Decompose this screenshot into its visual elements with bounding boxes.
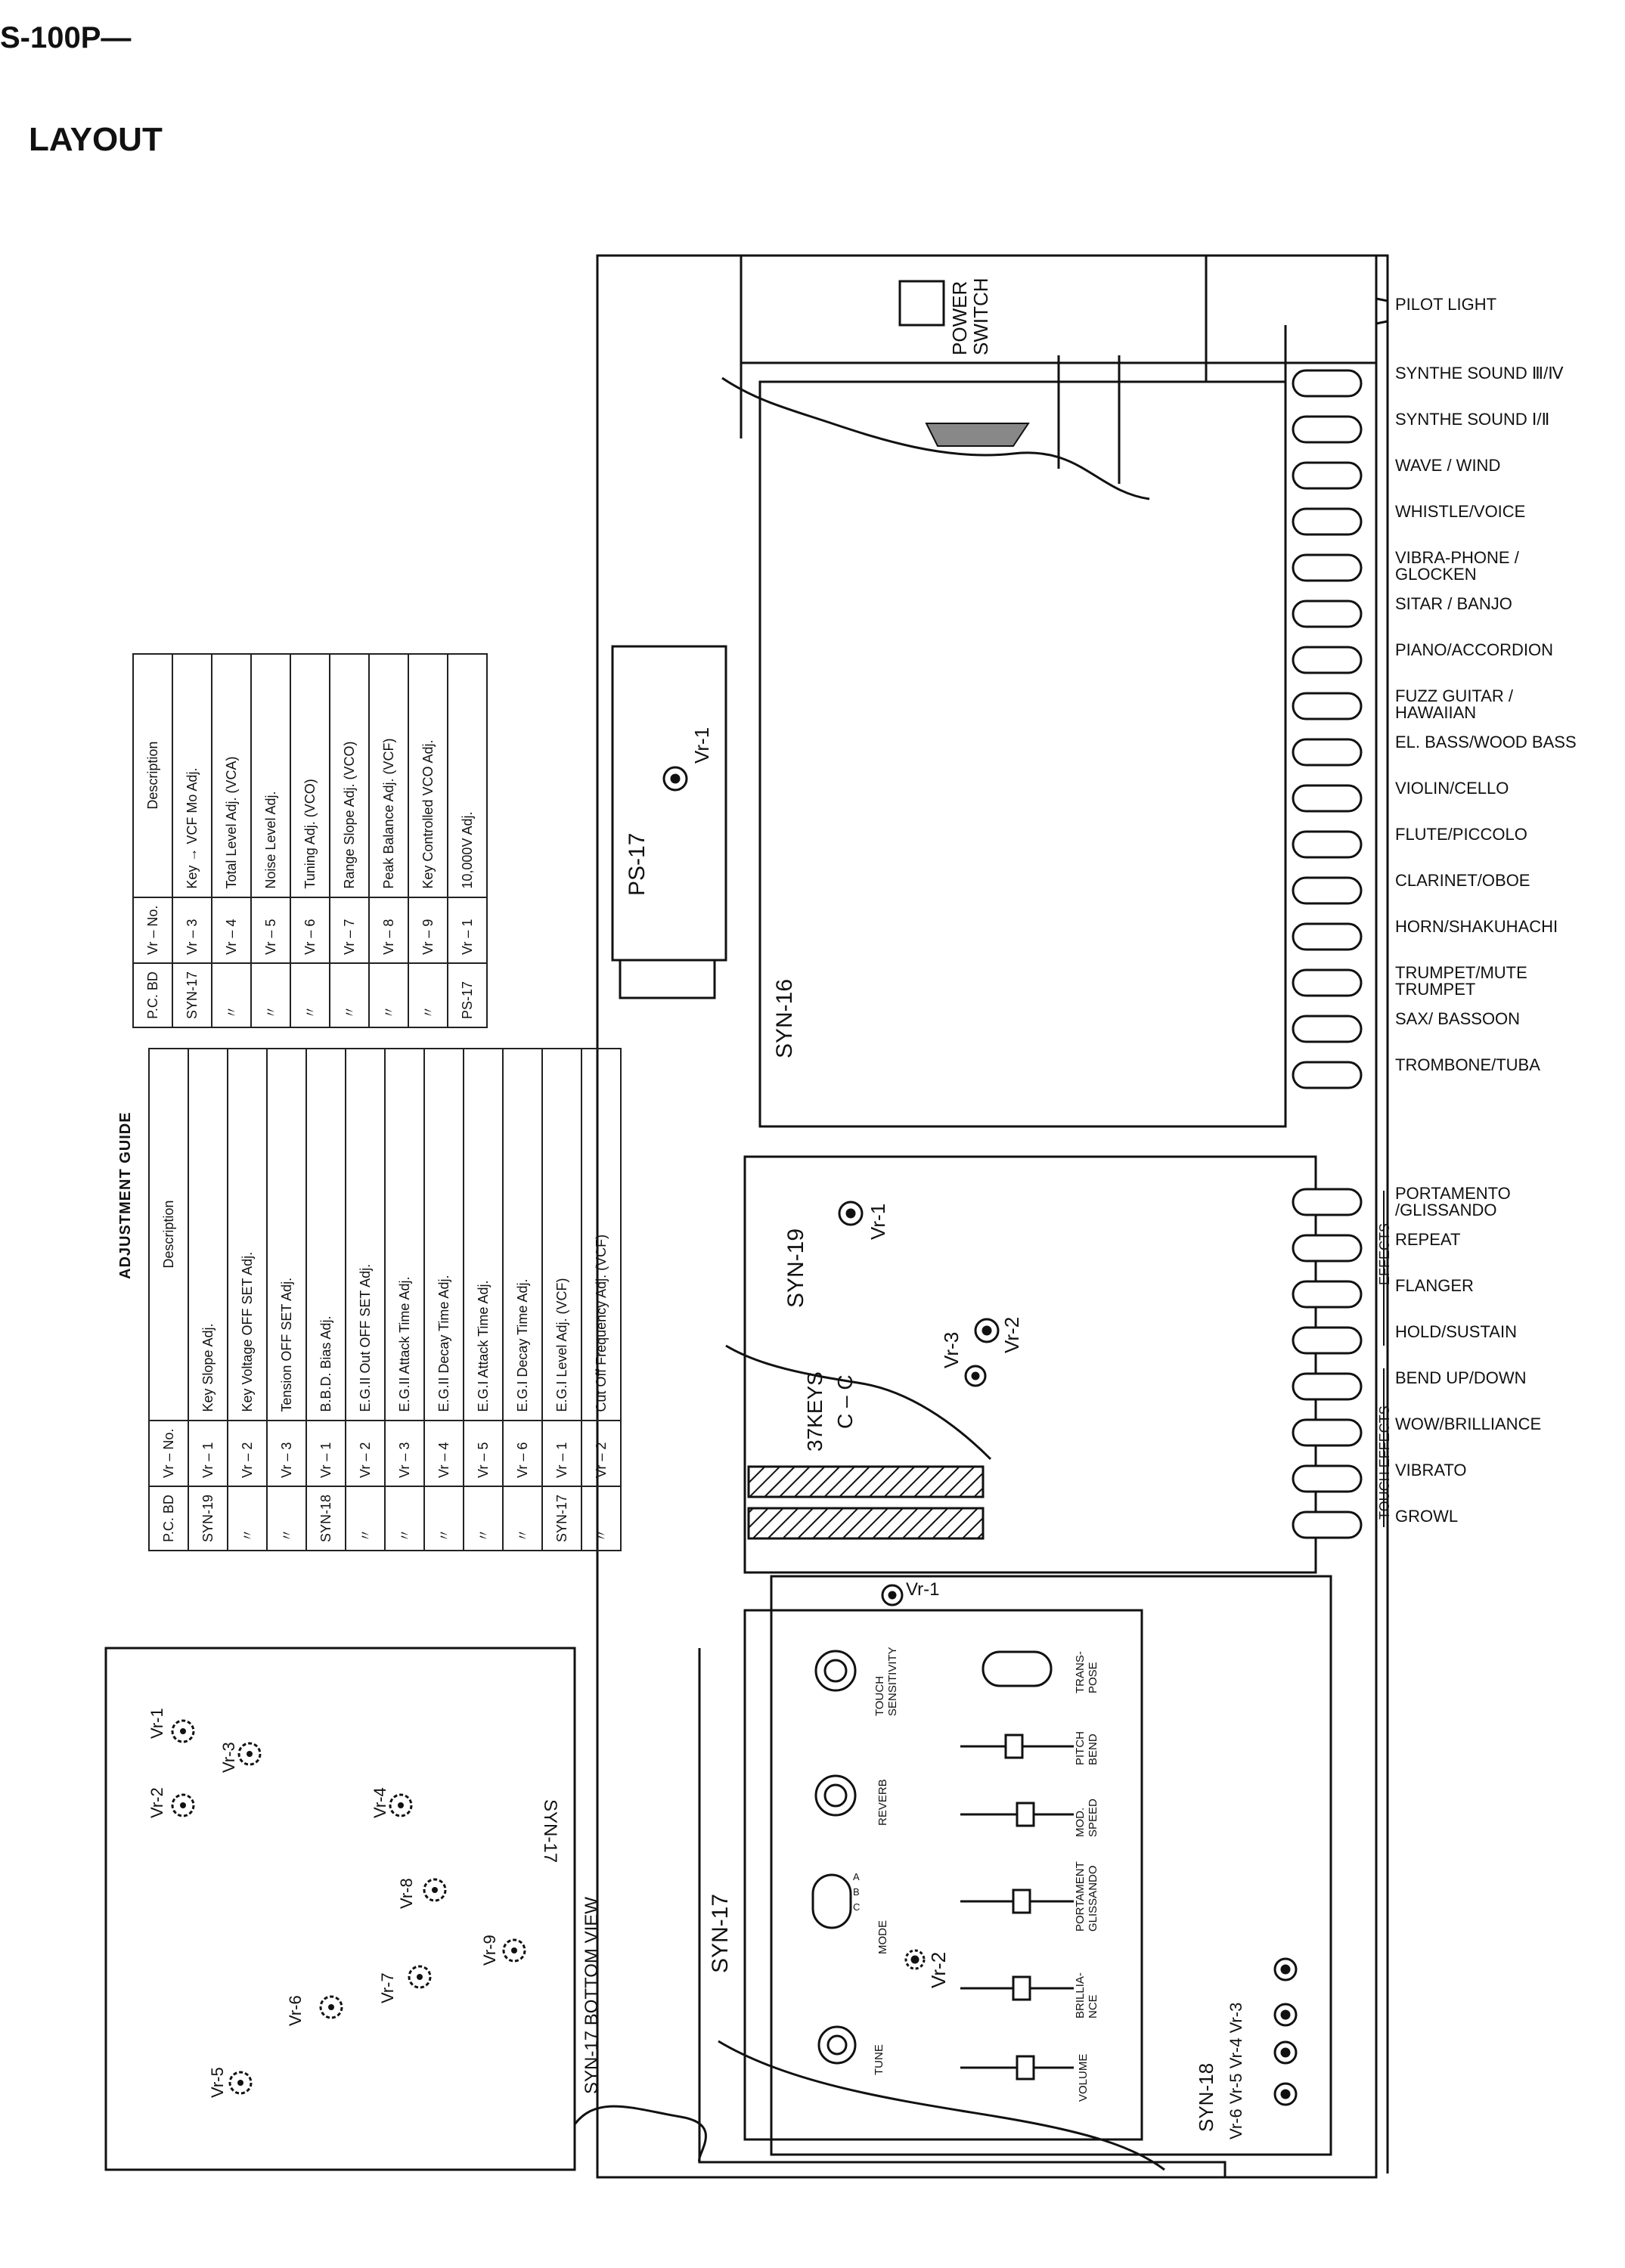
voice-switch-label: SAX/ BASSOON: [1395, 1009, 1521, 1028]
page-title: LAYOUT: [29, 121, 163, 158]
table-cell: Vr – 1: [448, 897, 487, 963]
adjustment-guide-title: ADJUSTMENT GUIDE: [117, 1111, 134, 1279]
table-cell: 〃: [424, 1486, 464, 1551]
table-cell: Key Controlled VCO Adj.: [408, 654, 448, 897]
adjustment-guide-table: [117, 1048, 622, 1551]
table-row: [503, 1049, 542, 1551]
table-row: [172, 654, 212, 1027]
effect-switch-label: WOW/BRILLIANCE: [1395, 1414, 1542, 1433]
bottom-view-board-label: SYN-17: [540, 1799, 560, 1864]
voice-switch-label: PIANO/ACCORDION: [1395, 640, 1554, 659]
power-switch-shape: [900, 281, 944, 325]
table-cell: E.G.II Out OFF SET Adj.: [346, 1049, 385, 1421]
table-cell: E.G.II Decay Time Adj.: [424, 1049, 464, 1421]
mode-label: MODE: [876, 1920, 889, 1954]
voice-switch: [1293, 1016, 1361, 1042]
effect-switch: [1293, 1189, 1361, 1215]
table-cell: Vr – 2: [228, 1421, 267, 1486]
effect-switch: [1293, 1512, 1361, 1538]
table-cell: Vr – 1: [188, 1421, 228, 1486]
bottom-vr9-label: Vr-9: [480, 1935, 499, 1966]
power-section: [741, 256, 1376, 363]
voice-switch-label: HORN/SHAKUHACHI: [1395, 917, 1558, 936]
table-cell: PS-17: [448, 963, 487, 1027]
table-cell: 〃: [346, 1486, 385, 1551]
table-cell: 〃: [408, 963, 448, 1027]
table-cell: 〃: [464, 1486, 503, 1551]
voice-switch-label: VIBRA-PHONE / GLOCKEN: [1395, 548, 1519, 584]
syn16-board: [760, 382, 1285, 1126]
volume-label: VOLUME: [1077, 2053, 1090, 2102]
table-cell: 〃: [290, 963, 330, 1027]
voice-switch: [1293, 647, 1361, 673]
table-cell: Noise Level Adj.: [251, 654, 290, 897]
table-cell: Tuning Adj. (VCO): [290, 654, 330, 897]
table-cell: 〃: [228, 1486, 267, 1551]
table-cell: Key → VCF Mo Adj.: [172, 654, 212, 897]
column-header: Description: [149, 1049, 188, 1421]
table-row: [346, 1049, 385, 1551]
voice-switch-label: FUZZ GUITAR / HAWAIIAN: [1395, 686, 1514, 722]
voice-switch-label: SITAR / BANJO: [1395, 594, 1512, 613]
bottom-view-caption: SYN-17 BOTTOM VIEW: [581, 1897, 602, 2094]
pilot-light-label: PILOT LIGHT: [1395, 295, 1497, 314]
table-row: [251, 654, 290, 1027]
pitch-bend-label: PITCH BEND: [1074, 1731, 1099, 1765]
table-cell: Vr – 5: [251, 897, 290, 963]
table-row: [408, 654, 448, 1027]
reverb-label: REVERB: [876, 1779, 889, 1826]
table-cell: Vr – 4: [212, 897, 251, 963]
voice-switch: [1293, 693, 1361, 719]
table-row: [290, 654, 330, 1027]
column-header: P.C. BD: [149, 1486, 188, 1551]
pilot-light-outline: [1376, 299, 1388, 324]
voice-switch: [1293, 509, 1361, 534]
syn19-vr1-label: Vr-1: [867, 1203, 889, 1240]
table-cell: Vr – 1: [306, 1421, 346, 1486]
effect-switch: [1293, 1374, 1361, 1399]
table-cell: Vr – 2: [346, 1421, 385, 1486]
column-header: Description: [133, 654, 172, 897]
table-row: [581, 1049, 621, 1551]
table-cell: Vr – 2: [581, 1421, 621, 1486]
table-cell: 〃: [251, 963, 290, 1027]
bottom-vr8-label: Vr-8: [397, 1878, 416, 1909]
effect-switch-label: PORTAMENTO /GLISSANDO: [1395, 1184, 1511, 1219]
effect-switch-label: HOLD/SUSTAIN: [1395, 1322, 1517, 1341]
table-cell: Vr – 9: [408, 897, 448, 963]
syn19-vr2-label: Vr-2: [1000, 1316, 1023, 1353]
table-cell: Vr – 5: [464, 1421, 503, 1486]
table-cell: SYN-18: [306, 1486, 346, 1551]
table-cell: E.G.I Level Adj. (VCF): [542, 1049, 581, 1421]
bottom-vr1-label: Vr-1: [147, 1708, 166, 1739]
table-cell: Range Slope Adj. (VCO): [330, 654, 369, 897]
mode-position-b: B: [853, 1886, 860, 1898]
voice-switch-label: CLARINET/OBOE: [1395, 871, 1530, 890]
syn17-vr2-label: Vr-2: [927, 1951, 950, 1988]
table-row: [267, 1049, 306, 1551]
column-header: P.C. BD: [133, 963, 172, 1027]
table-cell: B.B.D. Bias Adj.: [306, 1049, 346, 1421]
table-cell: 〃: [212, 963, 251, 1027]
table-cell: Total Level Adj. (VCA): [212, 654, 251, 897]
transpose-label: TRANS-POSE: [1074, 1651, 1099, 1693]
voice-switch-label: WAVE / WIND: [1395, 456, 1501, 475]
voice-switch: [1293, 417, 1361, 442]
table-cell: Vr – 1: [542, 1421, 581, 1486]
effect-switch: [1293, 1328, 1361, 1353]
effect-switch: [1293, 1420, 1361, 1445]
model-number: S-100P—: [0, 21, 132, 54]
voice-switch: [1293, 1062, 1361, 1088]
voice-switch: [1293, 832, 1361, 857]
voice-switch: [1293, 924, 1361, 950]
table-cell: Peak Balance Adj. (VCF): [369, 654, 408, 897]
mode-position-a: A: [853, 1871, 860, 1882]
syn18-vrs-label: Vr-6 Vr-5 Vr-4 Vr-3: [1227, 2002, 1245, 2139]
bottom-vr6-label: Vr-6: [286, 1995, 305, 2026]
table-row: [188, 1049, 228, 1551]
effect-switch-label: FLANGER: [1395, 1276, 1474, 1295]
table-row: [448, 654, 487, 1027]
voice-switch-label: SYNTHE SOUND Ⅲ/Ⅳ: [1395, 364, 1564, 383]
effect-switch: [1293, 1281, 1361, 1307]
table-cell: Vr – 6: [503, 1421, 542, 1486]
voice-switch: [1293, 785, 1361, 811]
table-cell: 〃: [385, 1486, 424, 1551]
voice-switch-label: VIOLIN/CELLO: [1395, 779, 1509, 798]
table-cell: Key Voltage OFF SET Adj.: [228, 1049, 267, 1421]
adjustment-table-2: [132, 653, 488, 1028]
table-cell: SYN-17: [172, 963, 212, 1027]
mode-position-c: C: [853, 1901, 861, 1913]
portament-glissando-label: PORTAMENT GLISSANDO: [1074, 1861, 1099, 1932]
syn17-vr1-label: Vr-1: [906, 1579, 940, 1600]
syn17-label: SYN-17: [708, 1893, 733, 1973]
voice-switch: [1293, 370, 1361, 396]
voice-switch: [1293, 739, 1361, 765]
voice-switch: [1293, 878, 1361, 903]
brilliance-label: BRILLIA-NCE: [1074, 1972, 1099, 2019]
ps17-label: PS-17: [625, 832, 650, 896]
table-cell: Vr – 3: [172, 897, 212, 963]
table-cell: 〃: [369, 963, 408, 1027]
voice-switch-label: SYNTHE SOUND Ⅰ/Ⅱ: [1395, 410, 1550, 429]
table-row: [464, 1049, 503, 1551]
voice-switch-label: WHISTLE/VOICE: [1395, 502, 1526, 521]
effect-switch: [1293, 1466, 1361, 1492]
column-header: Vr – No.: [133, 897, 172, 963]
effect-switch-label: REPEAT: [1395, 1230, 1461, 1249]
tune-label: TUNE: [873, 2044, 885, 2075]
syn19-label: SYN-19: [783, 1228, 808, 1308]
keys-label: 37KEYS: [803, 1371, 826, 1452]
ps17-board: [612, 646, 726, 960]
power-switch-label: POWER SWITCH: [948, 277, 992, 355]
table-cell: 〃: [267, 1486, 306, 1551]
voice-switch-label: TROMBONE/TUBA: [1395, 1055, 1540, 1074]
table-cell: Vr – 4: [424, 1421, 464, 1486]
table-cell: E.G.I Attack Time Adj.: [464, 1049, 503, 1421]
voice-switch-label: TRUMPET/MUTE TRUMPET: [1395, 963, 1527, 999]
table-row: [212, 654, 251, 1027]
voice-switch-label: FLUTE/PICCOLO: [1395, 825, 1527, 844]
voice-switch: [1293, 555, 1361, 581]
bottom-vr2-label: Vr-2: [147, 1787, 166, 1818]
column-header: Vr – No.: [149, 1421, 188, 1486]
table-cell: 10,000V Adj.: [448, 654, 487, 897]
table-cell: Vr – 6: [290, 897, 330, 963]
voice-switch: [1293, 601, 1361, 627]
bottom-vr3-label: Vr-3: [219, 1742, 238, 1773]
effects-group-label: EFFECTS: [1377, 1222, 1392, 1285]
table-cell: E.G.II Attack Time Adj.: [385, 1049, 424, 1421]
effect-switch-label: BEND UP/DOWN: [1395, 1368, 1527, 1387]
chassis-edge: [1376, 256, 1388, 2174]
effect-switch-label: GROWL: [1395, 1507, 1459, 1526]
voice-switch-label: EL. BASS/WOOD BASS: [1395, 733, 1577, 751]
touch-effects-group-label: TOUCH EFFECTS: [1377, 1405, 1392, 1520]
table-cell: SYN-17: [542, 1486, 581, 1551]
bottom-vr4-label: Vr-4: [371, 1787, 389, 1818]
table-cell: Vr – 3: [267, 1421, 306, 1486]
table-cell: SYN-19: [188, 1486, 228, 1551]
table-row: [385, 1049, 424, 1551]
syn19-vr3-label: Vr-3: [940, 1331, 963, 1368]
effect-switch: [1293, 1235, 1361, 1261]
table-cell: Vr – 3: [385, 1421, 424, 1486]
table-cell: Vr – 7: [330, 897, 369, 963]
syn18-label: SYN-18: [1195, 2062, 1217, 2132]
syn16-label: SYN-16: [772, 978, 797, 1058]
touch-sensitivity-label: TOUCH SENSITIVITY: [873, 1647, 899, 1716]
table-row: [542, 1049, 581, 1551]
ps17-vr1-label: Vr-1: [690, 727, 713, 764]
voice-switch: [1293, 463, 1361, 488]
table-row: [424, 1049, 464, 1551]
bottom-vr7-label: Vr-7: [378, 1972, 397, 2003]
mod-speed-label: MOD. SPEED: [1074, 1799, 1099, 1837]
table-row: [228, 1049, 267, 1551]
keys-range-label: C – C: [833, 1374, 857, 1429]
table-cell: Tension OFF SET Adj.: [267, 1049, 306, 1421]
bottom-vr5-label: Vr-5: [208, 2067, 227, 2098]
table-row: [306, 1049, 346, 1551]
table-row: [330, 654, 369, 1027]
table-cell: 〃: [330, 963, 369, 1027]
chassis-outline: [597, 256, 1376, 2177]
table-cell: 〃: [581, 1486, 621, 1551]
voice-switch: [1293, 970, 1361, 996]
table-cell: Key Slope Adj.: [188, 1049, 228, 1421]
effect-switch-label: VIBRATO: [1395, 1461, 1467, 1479]
table-row: [369, 654, 408, 1027]
table-cell: E.G.I Decay Time Adj.: [503, 1049, 542, 1421]
table-cell: Cut Off Frequency Adj. (VCF): [581, 1049, 621, 1421]
table-cell: Vr – 8: [369, 897, 408, 963]
table-cell: 〃: [503, 1486, 542, 1551]
